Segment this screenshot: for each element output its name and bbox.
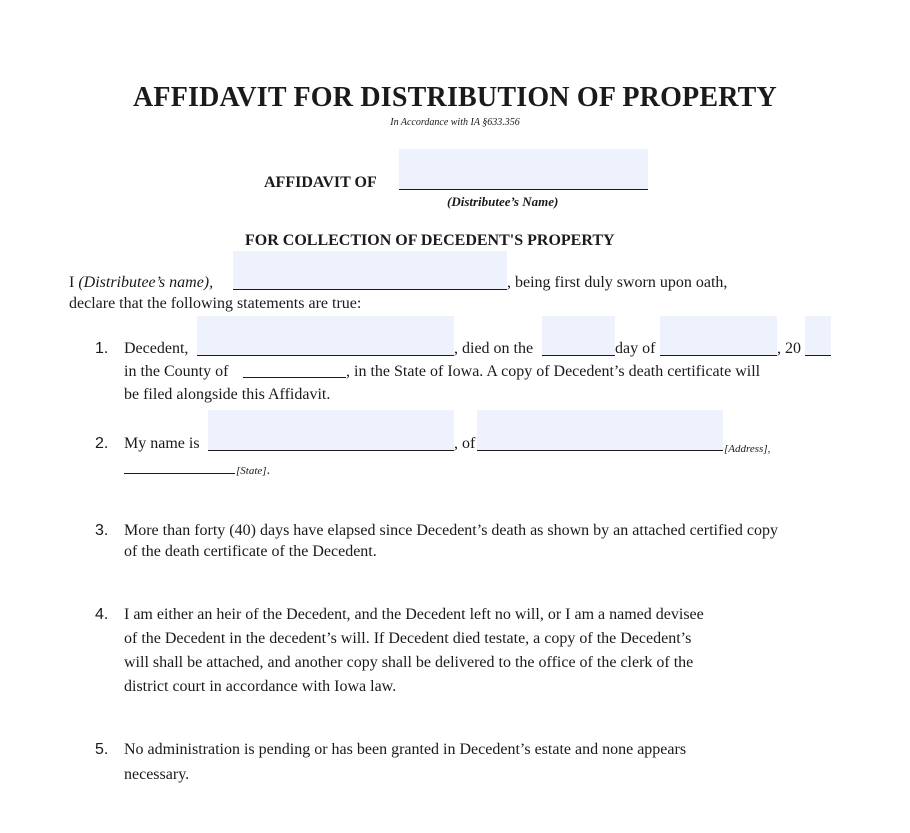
section-heading: FOR COLLECTION OF DECEDENT'S PROPERTY bbox=[245, 232, 615, 249]
my-name-field[interactable] bbox=[208, 410, 454, 450]
item-3-line-2: of the death certificate of the Decedent. bbox=[124, 543, 377, 560]
item-3-number: 3. bbox=[95, 522, 109, 539]
county-label: in the County of bbox=[124, 363, 229, 380]
item-1-number: 1. bbox=[95, 340, 109, 357]
intro-oath-text: , being first duly sworn upon oath, bbox=[507, 274, 728, 291]
item-1-line-3: be filed alongside this Affidavit. bbox=[124, 386, 331, 403]
address-caption: [Address], bbox=[724, 443, 771, 455]
of-label: , of bbox=[454, 435, 476, 452]
item-5-number: 5. bbox=[95, 741, 109, 758]
decedent-name-field[interactable] bbox=[197, 316, 454, 355]
intro-name-underline bbox=[233, 289, 507, 290]
state-field[interactable] bbox=[124, 456, 235, 473]
item-1-state-text: , in the State of Iowa. A copy of Decedent’s death certificate will bbox=[346, 363, 761, 380]
distributee-name-caption: (Distributee’s Name) bbox=[447, 194, 559, 209]
address-field[interactable] bbox=[477, 410, 723, 450]
county-underline bbox=[243, 377, 346, 378]
item-4-line-1: I am either an heir of the Decedent, and the Decedent left no will, or I am a named devisee bbox=[124, 606, 704, 623]
state-underline bbox=[124, 473, 235, 474]
address-underline bbox=[477, 450, 723, 451]
died-on-label: , died on the bbox=[454, 340, 534, 357]
item-5-line-2: necessary. bbox=[124, 766, 190, 783]
item-4-line-3: will shall be attached, and another copy shall be delivered to the office of the clerk of the bbox=[124, 654, 694, 671]
my-name-label: My name is bbox=[124, 435, 200, 452]
death-year-underline bbox=[805, 355, 831, 356]
intro-distributee-name-field[interactable] bbox=[233, 251, 507, 289]
item-4-line-2: of the Decedent in the decedent’s will. If Decedent died testate, a copy of the Decedent’s bbox=[124, 630, 692, 647]
death-year-field[interactable] bbox=[805, 316, 831, 355]
distributee-name-underline bbox=[399, 189, 648, 190]
intro-line-1: I (Distributee’s name), bbox=[69, 274, 214, 291]
death-month-field[interactable] bbox=[660, 316, 777, 355]
day-of-label: day of bbox=[615, 340, 656, 357]
my-name-underline bbox=[208, 450, 454, 451]
intro-line-2: declare that the following statements are true: bbox=[69, 295, 362, 312]
item-3-line-1: More than forty (40) days have elapsed since Decedent’s death as shown by an attached certified copy bbox=[124, 522, 778, 539]
death-day-field[interactable] bbox=[542, 316, 615, 355]
distributee-name-field[interactable] bbox=[399, 149, 648, 189]
decedent-name-underline bbox=[197, 355, 454, 356]
document-title: AFFIDAVIT FOR DISTRIBUTION OF PROPERTY bbox=[133, 82, 777, 113]
item-2-number: 2. bbox=[95, 435, 109, 452]
year-prefix: , 20 bbox=[777, 340, 801, 357]
affidavit-of-label: AFFIDAVIT OF bbox=[264, 174, 377, 191]
county-field[interactable] bbox=[243, 359, 346, 377]
item-4-number: 4. bbox=[95, 606, 109, 623]
death-month-underline bbox=[660, 355, 777, 356]
state-caption: [State]. bbox=[236, 463, 271, 478]
item-5-line-1: No administration is pending or has been granted in Decedent’s estate and none appears bbox=[124, 741, 687, 758]
document-subtitle: In Accordance with IA §633.356 bbox=[390, 117, 520, 128]
item-4-line-4: district court in accordance with Iowa law. bbox=[124, 678, 397, 695]
item-1-decedent-label: Decedent, bbox=[124, 340, 189, 357]
death-day-underline bbox=[542, 355, 615, 356]
